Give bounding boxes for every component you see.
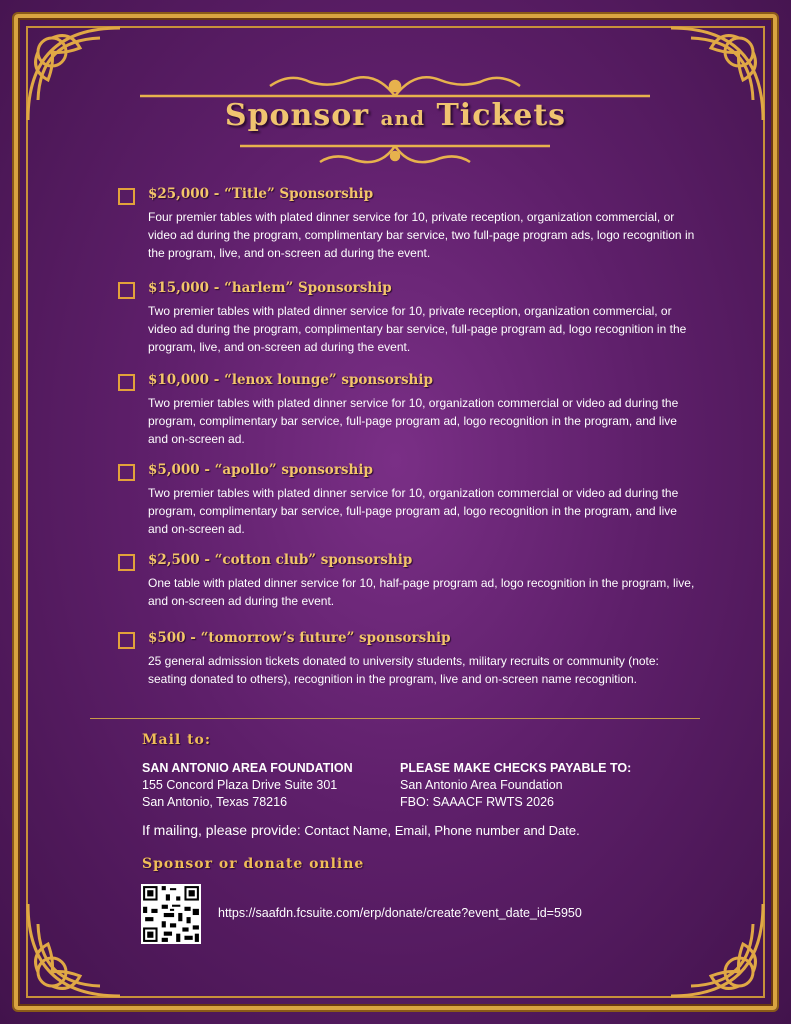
tier-heading: $25,000 - “Title” Sponsorship (148, 186, 374, 202)
donate-url-link[interactable]: https://saafdn.fcsuite.com/erp/donate/create?event_date_id=5950 (218, 906, 582, 920)
tier-description: Two premier tables with plated dinner service for 10, private reception, organization commercial, or video ad during the program, complimentary bar service, full-page program ad, logo recognition in the program, live, and on-screen ad during the event. (148, 304, 687, 354)
tier-description: Four premier tables with plated dinner service for 10, private reception, organization commercial, or video ad during the program, complimentary bar service, two full-page program ads, logo recognition in the program, live, and on-screen ad during the event. (148, 210, 695, 260)
qr-code-icon[interactable] (141, 884, 201, 944)
payable-label: PLEASE MAKE CHECKS PAYABLE TO: (400, 761, 632, 775)
page-title (0, 98, 791, 133)
tier-description: Two premier tables with plated dinner service for 10, organization commercial or video ad during the program, complimentary bar service, full-page program ad, logo recognition in the program, and live and on-screen ad. (148, 396, 679, 446)
tier-description: 25 general admission tickets donated to university students, military recruits or community (note: seating donated to others), recognition in the program, live and on-screen name recognition. (148, 654, 659, 686)
mail-address-block (142, 760, 353, 811)
mail-to-heading: Mail to: (142, 732, 212, 748)
tier-checkbox[interactable] (118, 554, 135, 571)
tier-description: One table with plated dinner service for 10, half-page program ad, logo recognition in the program, live, and on-screen ad during the event. (148, 576, 695, 608)
tier-heading: $10,000 - “lenox lounge” sponsorship (148, 372, 433, 388)
mailing-note-rest: Contact Name, Email, Phone number and Date. (304, 823, 580, 838)
title-flourish-bottom-icon (230, 138, 560, 174)
title-word-and: and (380, 106, 426, 130)
tier-checkbox[interactable] (118, 374, 135, 391)
tier-heading: $15,000 - “harlem” Sponsorship (148, 280, 392, 296)
tier-checkbox[interactable] (118, 282, 135, 299)
corner-ornament-icon (20, 894, 130, 1004)
tier-description: Two premier tables with plated dinner service for 10, organization commercial or video ad during the program, complimentary bar service, full-page program ad, logo recognition in the program, and live and on-screen ad. (148, 486, 679, 536)
org-name: SAN ANTONIO AREA FOUNDATION (142, 761, 353, 775)
address-line-2: San Antonio, Texas 78216 (142, 795, 288, 809)
payable-name: San Antonio Area Foundation (400, 778, 563, 792)
sponsorship-tiers (118, 184, 698, 708)
mailing-note-lead: If mailing, please provide: (142, 822, 301, 838)
tier-heading: $2,500 - “cotton club” sponsorship (148, 552, 413, 568)
title-word-sponsor: Sponsor (224, 98, 370, 133)
tier-checkbox[interactable] (118, 464, 135, 481)
tier-heading: $5,000 - “apollo” sponsorship (148, 462, 373, 478)
tier-harlem (118, 278, 698, 370)
payable-fbo: FBO: SAAACF RWTS 2026 (400, 795, 554, 809)
tier-checkbox[interactable] (118, 632, 135, 649)
tier-lenox-lounge (118, 370, 698, 460)
title-word-tickets: Tickets (436, 98, 567, 133)
tier-title (118, 184, 698, 278)
payable-block (400, 760, 631, 811)
section-divider (90, 718, 700, 719)
tier-cotton-club (118, 550, 698, 628)
tier-tomorrows-future (118, 628, 698, 708)
address-line-1: 155 Concord Plaza Drive Suite 301 (142, 778, 338, 792)
tier-heading: $500 - “tomorrow’s future” sponsorship (148, 630, 451, 646)
mailing-note (142, 822, 580, 838)
tier-apollo (118, 460, 698, 550)
online-heading: Sponsor or donate online (142, 856, 365, 872)
corner-ornament-icon (661, 894, 771, 1004)
tier-checkbox[interactable] (118, 188, 135, 205)
